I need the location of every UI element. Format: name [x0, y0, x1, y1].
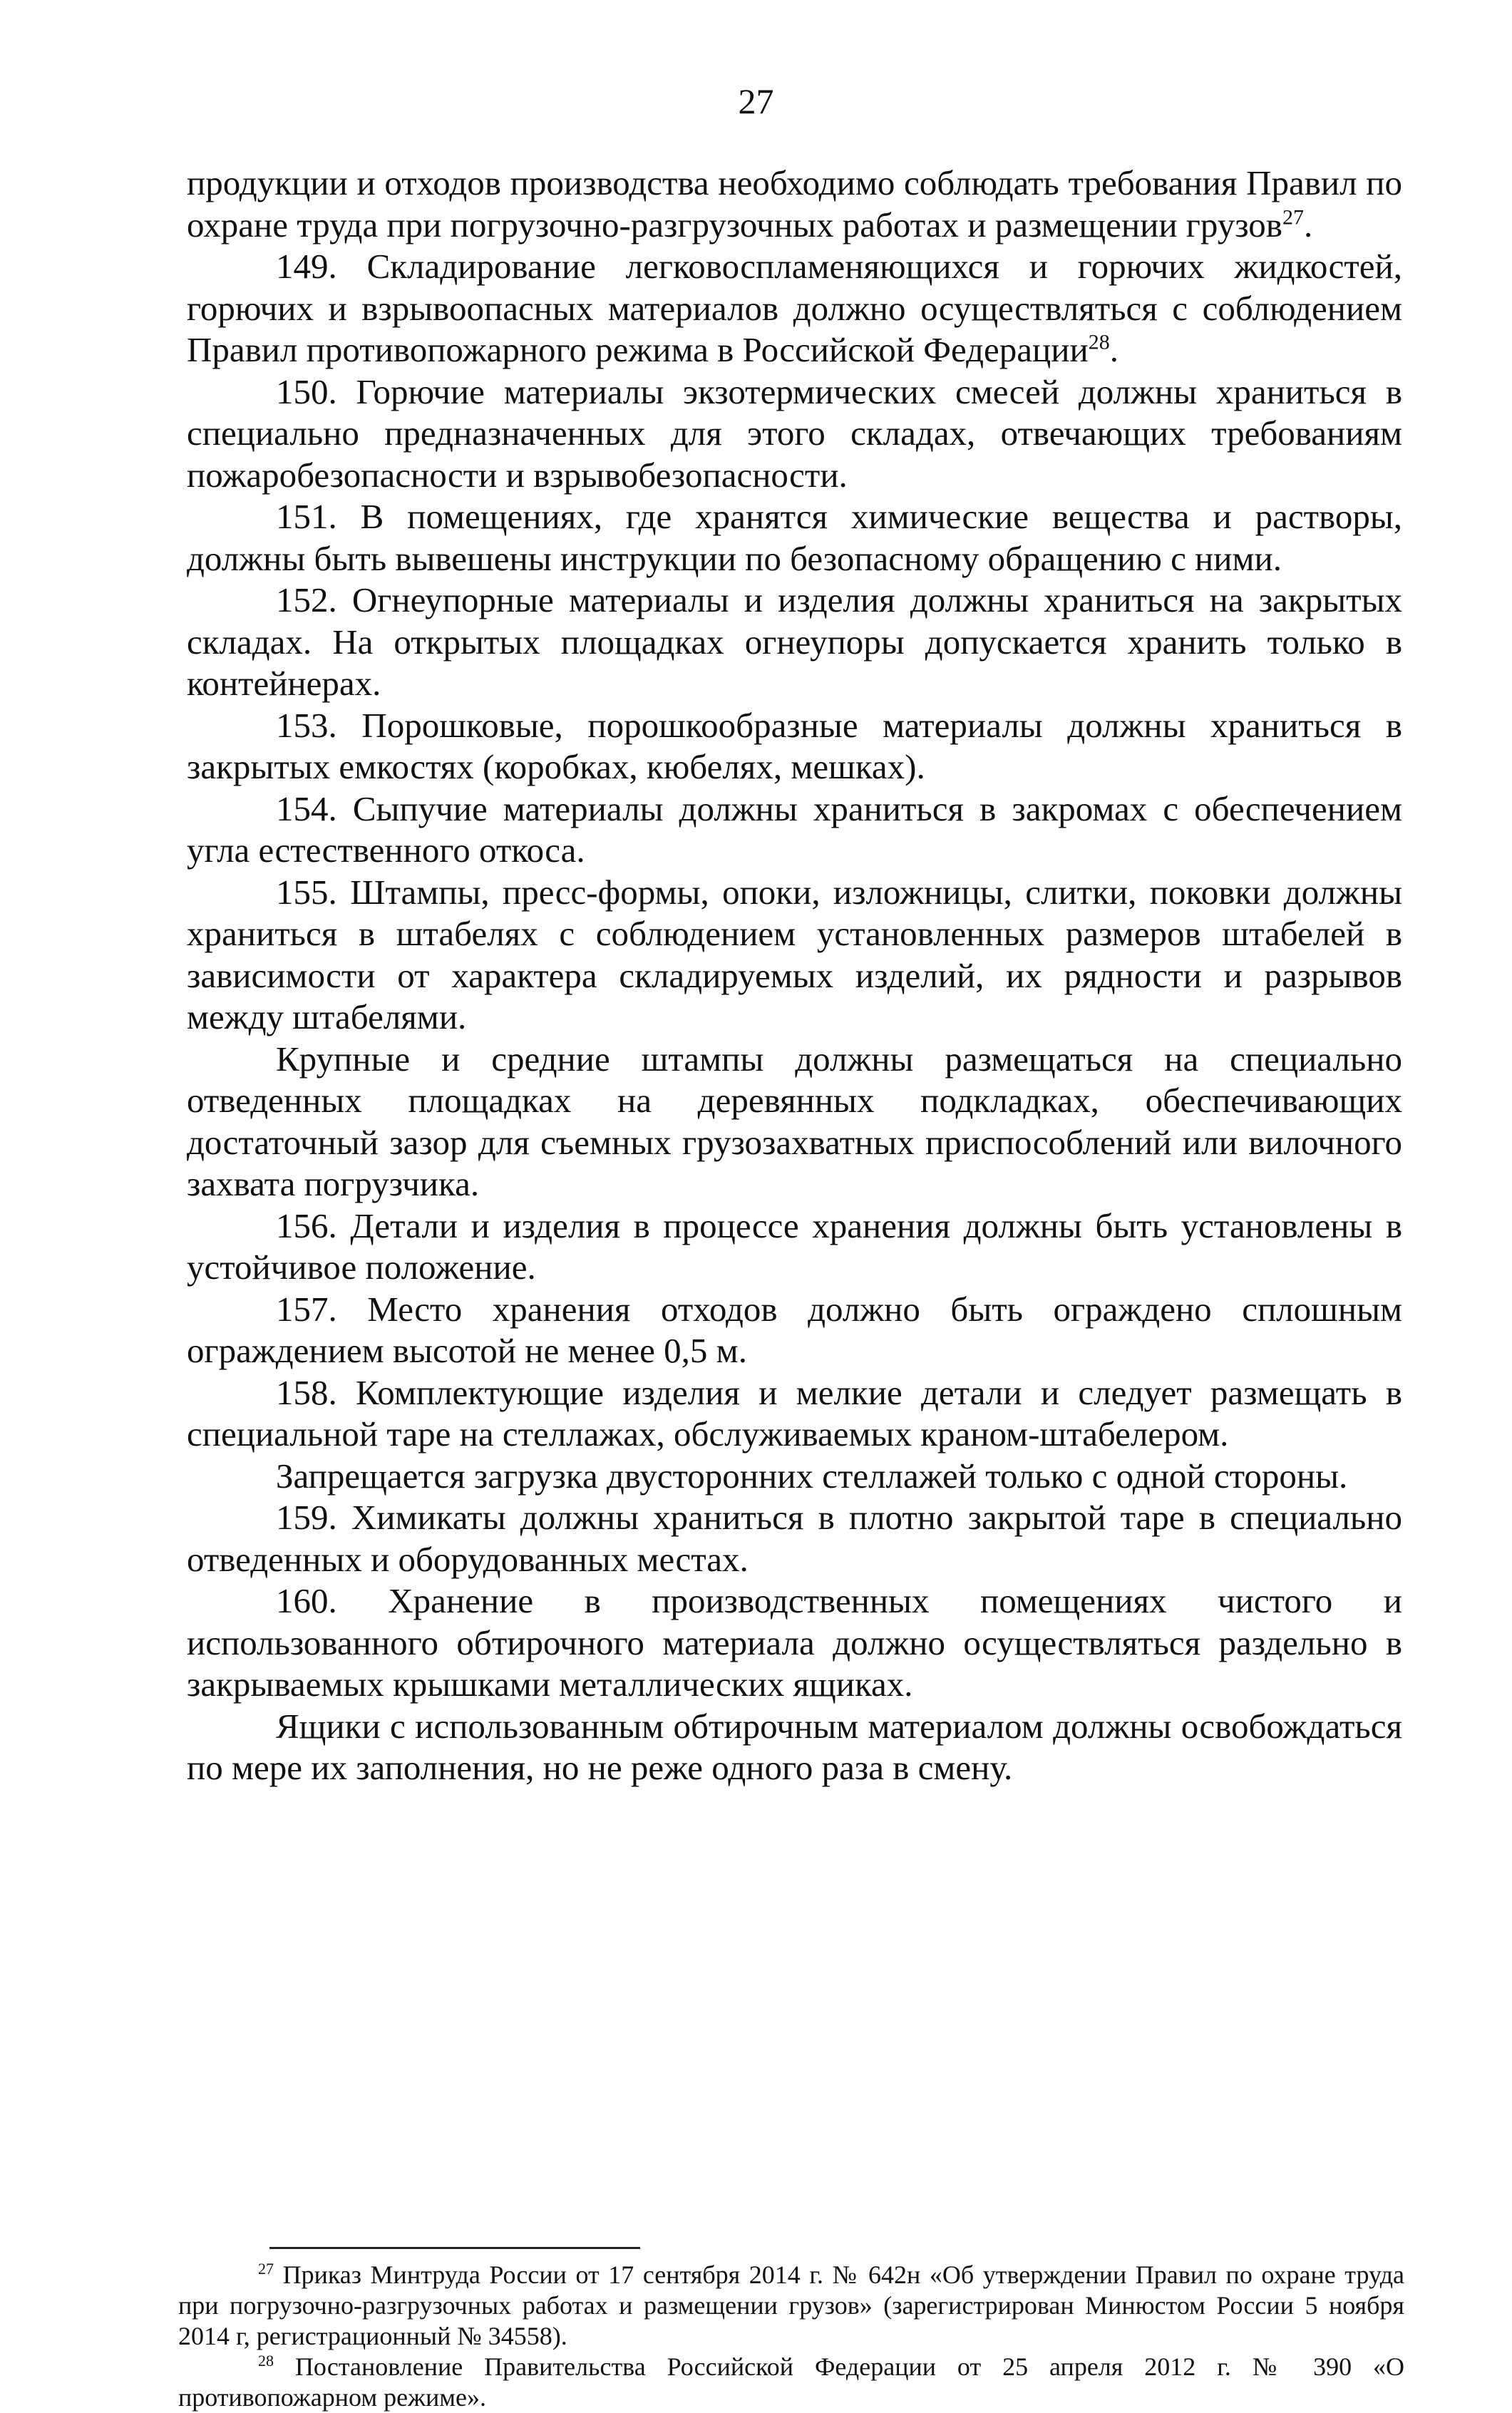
footnote-27 — [178, 2260, 1404, 2352]
footnote-marker: 28 — [258, 2352, 274, 2370]
page-number: 27 — [738, 81, 774, 121]
paragraph-text: Детали и изделия в процессе хранения должны быть установлены в устойчивое положение. — [187, 1205, 1402, 1287]
footnotes — [178, 2260, 1404, 2413]
paragraph-text: Ящики с использованным обтирочным материалом должны освобождаться по мере их заполнения, но не реже одного раза в смену. — [187, 1706, 1402, 1787]
footnote-marker: 27 — [258, 2260, 274, 2278]
clause-156 — [187, 1205, 1402, 1289]
clause-149 — [187, 246, 1402, 371]
clause-160 — [187, 1580, 1402, 1706]
paragraph-text: Комплектующие изделия и мелкие детали и следует размещать в специальной таре на стеллажах, обслуживаемых краном-штабелером. — [187, 1372, 1402, 1454]
clause-number: 153. — [276, 705, 337, 745]
clause-number: 150. — [276, 371, 337, 411]
clause-158-continuation — [187, 1456, 1402, 1498]
footnote-text: Постановление Правительства Российской Федерации от 25 апреля 2012 г. № 390 «О противопожарном режиме». — [178, 2352, 1404, 2412]
footnote-text: Приказ Минтруда России от 17 сентября 2014 г. № 642н «Об утверждении Правил по охране труда при погрузочно-разгрузочных работах и размещении грузов» (зарегистрирован Минюстом России 5 ноября 2014 г, регистрационный № 34558). — [178, 2260, 1405, 2350]
clause-158 — [187, 1372, 1402, 1456]
clause-153 — [187, 705, 1402, 788]
clause-number: 155. — [276, 872, 337, 912]
footnote-separator — [269, 2247, 640, 2249]
clause-159 — [187, 1497, 1402, 1580]
clause-151 — [187, 496, 1402, 580]
clause-number: 159. — [276, 1498, 337, 1537]
clause-152 — [187, 580, 1402, 705]
paragraph-text: Сыпучие материалы должны храниться в закромах с обеспечением угла естественного откоса. — [187, 788, 1403, 870]
paragraph-text: Хранение в производственных помещениях чистого и использованного обтирочного материала должно осуществляться раздельно в закрываемых крышками металлических ящиках. — [187, 1581, 1402, 1704]
clause-number: 157. — [276, 1289, 337, 1329]
paragraph-text: Место хранения отходов должно быть ограждено сплошным ограждением высотой не менее 0,5 м. — [187, 1289, 1403, 1370]
footnote-reference: 27 — [1282, 205, 1304, 230]
footnote-28 — [178, 2352, 1404, 2413]
paragraph-tail: . — [1303, 205, 1313, 245]
clause-number: 156. — [276, 1205, 337, 1245]
clause-number: 152. — [276, 580, 337, 619]
clause-number: 158. — [276, 1372, 337, 1412]
paragraph-text: Штампы, пресс-формы, опоки, изложницы, слитки, поковки должны храниться в штабелях с соблюдением установленных размеров штабелей в зависимости от характера складируемых изделий, их рядности и разрывов между штабелями. — [187, 872, 1402, 1036]
paragraph-text: Порошковые, порошкообразные материалы должны храниться в закрытых емкостях (коробках, кюбелях, мешках). — [187, 705, 1402, 786]
document-body — [187, 163, 1402, 1789]
footnote-reference: 28 — [1088, 330, 1110, 354]
clause-160-continuation — [187, 1706, 1402, 1789]
paragraph-text: Горючие материалы экзотермических смесей должны храниться в специально предназначенных для этого складах, отвечающих требованиям пожаробезопасности и взрывобезопасности. — [187, 371, 1402, 495]
clause-150 — [187, 371, 1402, 497]
paragraph-tail: . — [1109, 330, 1118, 369]
paragraph-text: Крупные и средние штампы должны размещаться на специально отведенных площадках на деревянных подкладках, обеспечивающих достаточный зазор для съемных грузозахватных приспособлений или вилочного захвата погрузчика. — [187, 1039, 1402, 1203]
clause-157 — [187, 1289, 1402, 1372]
paragraph-text: Складирование легковоспламеняющихся и горючих жидкостей, горючих и взрывоопасных материалов должно осуществляться с соблюдением Правил противопожарного режима в Российской Федерации — [187, 247, 1402, 369]
clause-154 — [187, 788, 1402, 872]
clause-number: 151. — [276, 497, 337, 536]
paragraph-continuation — [187, 163, 1402, 246]
clause-155 — [187, 872, 1402, 1039]
paragraph-text: В помещениях, где хранятся химические вещества и растворы, должны быть вывешены инструкции по безопасному обращению с ними. — [187, 497, 1403, 578]
paragraph-text: Огнеупорные материалы и изделия должны храниться на закрытых складах. На открытых площадках огнеупоры допускается хранить только в контейнерах. — [187, 580, 1402, 703]
clause-number: 149. — [276, 247, 337, 286]
paragraph-text: Химикаты должны храниться в плотно закрытой таре в специально отведенных и оборудованных местах. — [187, 1498, 1402, 1579]
paragraph-text: продукции и отходов производства необходимо соблюдать требования Правил по охране труда при погрузочно-разгрузочных работах и размещении грузов — [187, 163, 1402, 245]
clause-155-continuation — [187, 1039, 1402, 1205]
paragraph-text: Запрещается загрузка двусторонних стеллажей только с одной стороны. — [276, 1456, 1348, 1496]
clause-number: 154. — [276, 788, 337, 828]
clause-number: 160. — [276, 1581, 337, 1620]
